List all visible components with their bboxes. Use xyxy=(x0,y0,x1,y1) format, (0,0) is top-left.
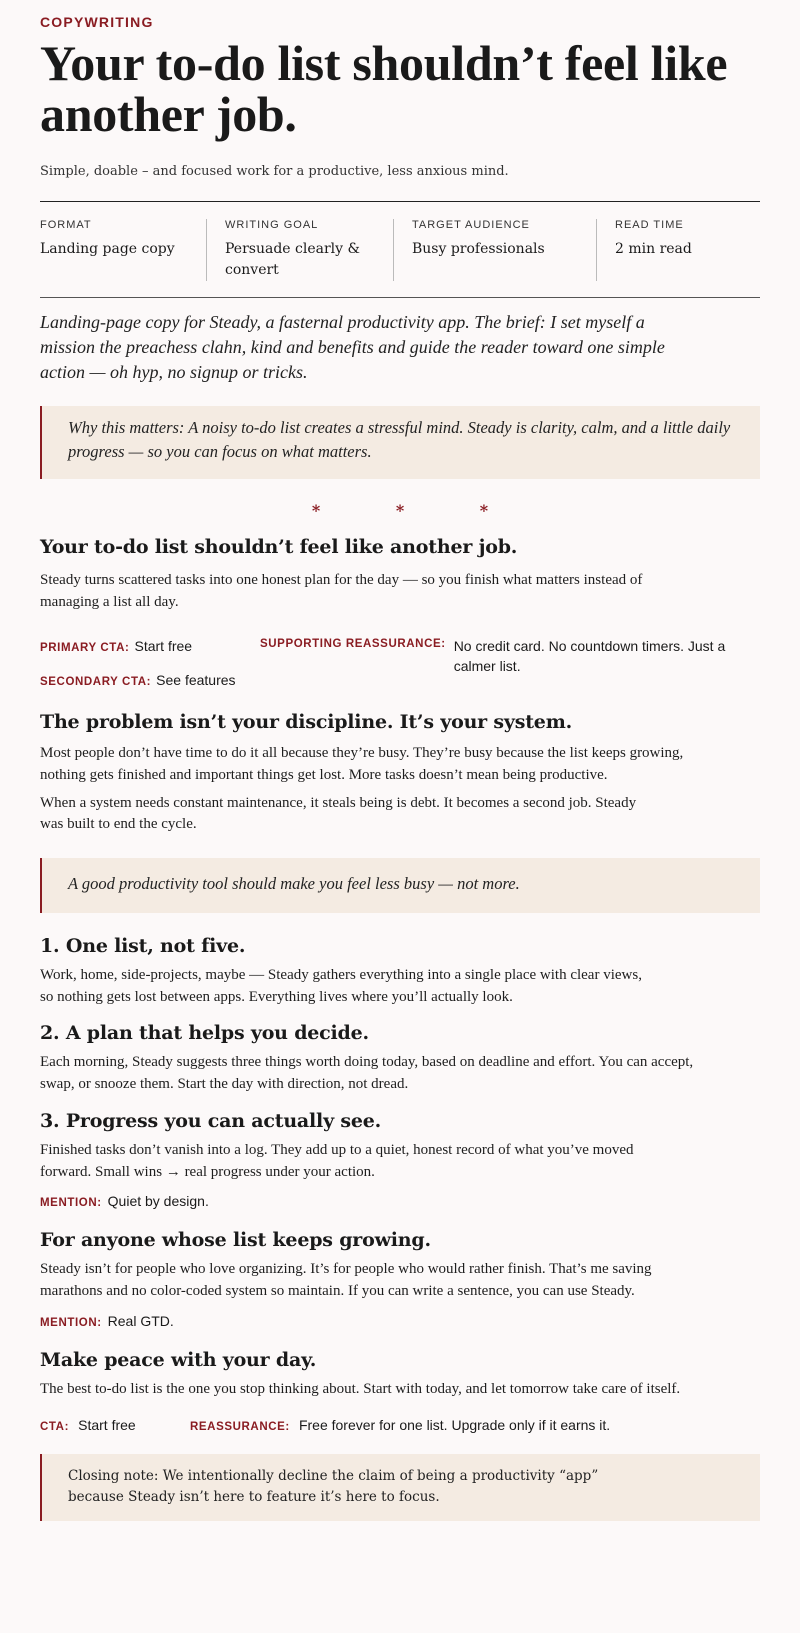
meta-label: TARGET AUDIENCE xyxy=(412,219,530,231)
reassurance-value: No credit card. No countdown timers. Just a calmer list. xyxy=(453,637,726,674)
cta-label: CTA: xyxy=(40,1420,70,1433)
reassurance-label: REASSURANCE: xyxy=(190,1420,290,1433)
problem-heading: The problem isn’t your discipline. It’s your system. xyxy=(40,711,573,734)
reassurance-label: SUPPORTING REASSURANCE: xyxy=(260,637,446,650)
why-it-matters-callout: Why this matters: A noisy to-do list creates a stressful mind. Steady is clarity, calm, and a little daily progress — so you can focus on what matters. xyxy=(40,406,760,480)
feature-1-body: Work, home, side-projects, maybe — Steady gathers everything into a single place with clear views, so nothing gets lost between apps. Everything lives where you’ll actually look. xyxy=(40,966,642,1005)
cta-value: Start free xyxy=(78,1416,136,1433)
meta-label: FORMAT xyxy=(40,219,92,231)
problem-paragraph-1: Most people don’t have time to do it all because they’re busy. They’re busy because the list keeps growing, nothing gets finished and important things get lost. More tasks doesn’t mean being productive. xyxy=(40,745,684,783)
category-kicker: COPYWRITING xyxy=(40,14,154,30)
meta-value: Busy professionals xyxy=(412,241,545,257)
meta-target-audience xyxy=(393,219,596,281)
feature-2-body: Each morning, Steady suggests three things worth doing today, based on deadline and effort. You can accept, swap, or snooze them. Start the day with direction, not dread. xyxy=(40,1054,694,1093)
mention-label: MENTION: xyxy=(40,1197,102,1210)
meta-writing-goal xyxy=(206,219,393,281)
supporting-reassurance xyxy=(260,636,760,677)
mention-value: Real GTD. xyxy=(107,1312,174,1329)
secondary-cta[interactable] xyxy=(40,670,260,689)
meta-value: Persuade clearly & convert xyxy=(225,241,360,278)
meta-read-time xyxy=(596,219,731,281)
page-subtitle: Simple, doable – and focused work for a productive, less anxious mind. xyxy=(40,164,509,179)
closing-reassurance xyxy=(190,1415,610,1434)
meta-label: READ TIME xyxy=(615,219,684,231)
meta-value: 2 min read xyxy=(615,241,692,257)
quote-callout: A good productivity tool should make you feel less busy — not more. xyxy=(40,858,760,913)
meta-value: Landing page copy xyxy=(40,241,175,257)
feature-3-heading: 3. Progress you can actually see. xyxy=(40,1109,382,1132)
closing-body: The best to-do list is the one you stop thinking about. Start with today, and let tomorrow take care of itself. xyxy=(40,1380,681,1397)
mention-1 xyxy=(40,1193,760,1209)
cta-label: SECONDARY CTA: xyxy=(40,676,152,689)
mention-value: Quiet by design. xyxy=(107,1193,209,1210)
cta-value: See features xyxy=(156,672,236,689)
section-divider: * * * xyxy=(311,501,524,521)
problem-paragraph-2: When a system needs constant maintenance, it steals being is debt. It becomes a second job. Steady was built to end the cycle. xyxy=(40,794,637,833)
intro-paragraph: Landing-page copy for Steady, a fasternal productivity app. The brief: I set myself a mission the preachess clahn, kind and benefits and guide the reader toward one simple action — oh hyp, no signup or tricks. xyxy=(40,312,665,383)
feature-1-heading: 1. One list, not five. xyxy=(40,934,246,957)
mention-2 xyxy=(40,1313,760,1329)
closing-cta-row xyxy=(40,1415,760,1434)
hero-heading: Your to-do list shouldn’t feel like another job. xyxy=(40,536,518,559)
closing-note-text: Closing note: We intentionally decline the claim of being a productivity “app” because Steady isn’t here to feature it’s here to focus. xyxy=(68,1467,599,1506)
closing-note-callout xyxy=(40,1454,760,1521)
cta-label: PRIMARY CTA: xyxy=(40,641,130,654)
meta-bar xyxy=(40,201,760,298)
feature-3-body: Finished tasks don’t vanish into a log. They add up to a quiet, honest record of what you’ve moved forward. Small wins → real progress under your action. xyxy=(40,1141,634,1180)
meta-format xyxy=(40,219,206,281)
cta-value: Start free xyxy=(134,637,193,654)
meta-label: WRITING GOAL xyxy=(225,219,319,231)
audience-heading: For anyone whose list keeps growing. xyxy=(40,1229,431,1252)
hero-body: Steady turns scattered tasks into one honest plan for the day — so you finish what matters instead of managing a list all day. xyxy=(40,572,643,610)
feature-2-heading: 2. A plan that helps you decide. xyxy=(40,1022,369,1045)
reassurance-value: Free forever for one list. Upgrade only if it earns it. xyxy=(298,1416,611,1433)
page-title: Your to-do list shouldn’t feel like another job. xyxy=(40,35,728,142)
cta-block xyxy=(40,636,760,690)
closing-heading: Make peace with your day. xyxy=(40,1348,317,1371)
closing-cta[interactable] xyxy=(40,1415,190,1434)
mention-label: MENTION: xyxy=(40,1316,102,1329)
audience-body: Steady isn’t for people who love organizing. It’s for people who would rather finish. That’s me saving marathons and no color-coded system so maintain. If you can write a sentence, you can use Steady. xyxy=(40,1261,652,1300)
